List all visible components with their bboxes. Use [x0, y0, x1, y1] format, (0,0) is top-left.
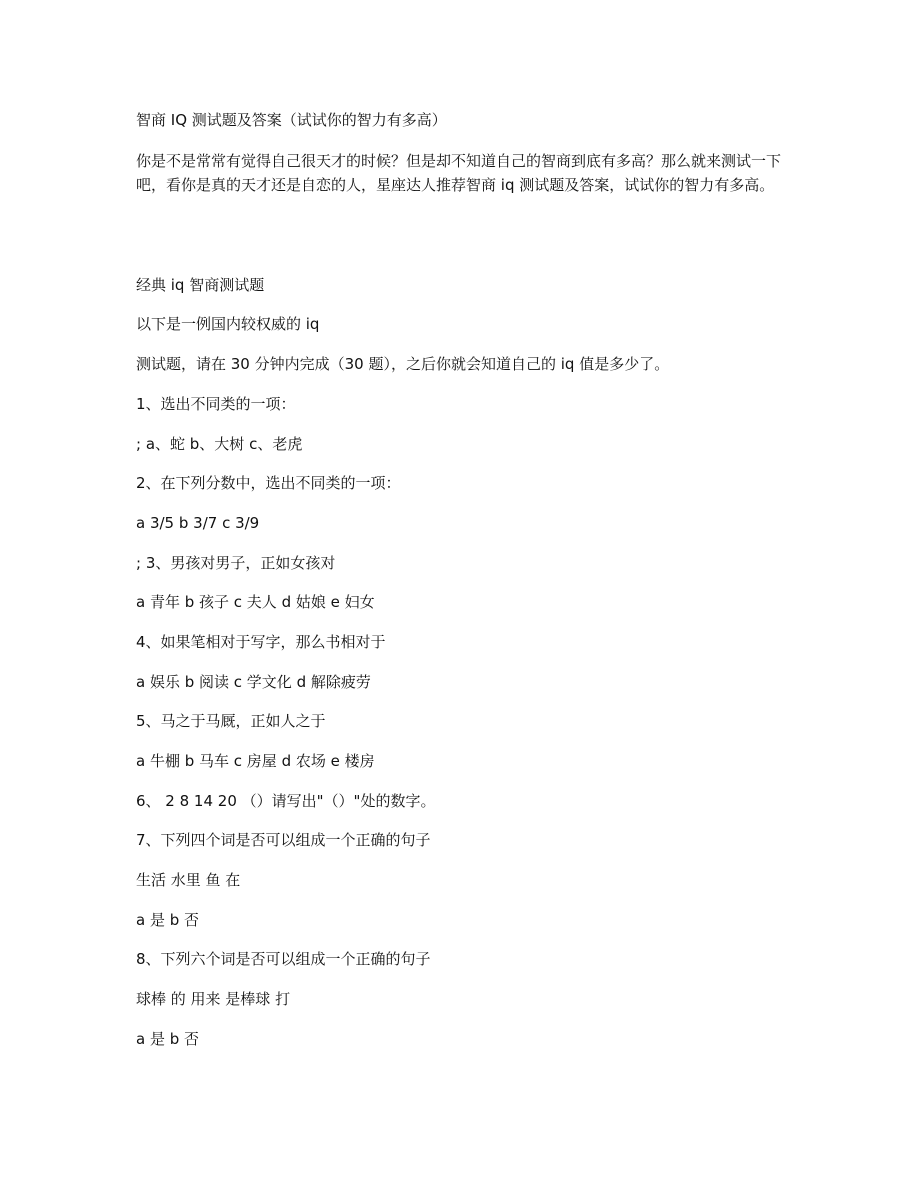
answer-options: a 牛棚 b 马车 c 房屋 d 农场 e 楼房: [136, 752, 375, 770]
question-line: 4、如果笔相对于写字，那么书相对于: [136, 633, 386, 651]
section-heading: 经典 iq 智商测试题: [136, 276, 265, 294]
question-line: 2、在下列分数中，选出不同类的一项：: [136, 474, 401, 492]
text-line: 球棒 的 用来 是棒球 打: [136, 990, 291, 1008]
text-line: 生活 水里 鱼 在: [136, 871, 241, 889]
question-line: 1、选出不同类的一项：: [136, 395, 296, 413]
question-line: ; 3、男孩对男子，正如女孩对: [136, 554, 336, 572]
text-line: 以下是一例国内较权威的 iq: [136, 315, 320, 333]
answer-options: a 娱乐 b 阅读 c 学文化 d 解除疲劳: [136, 673, 371, 691]
answer-options: ; a、蛇 b、大树 c、老虎: [136, 435, 303, 453]
answer-options: a 是 b 否: [136, 911, 200, 929]
document-title: 智商 IQ 测试题及答案（试试你的智力有多高）: [136, 111, 447, 129]
question-line: 6、 2 8 14 20 （）请写出"（）"处的数字。: [136, 792, 436, 810]
answer-options: a 青年 b 孩子 c 夫人 d 姑娘 e 妇女: [136, 593, 375, 611]
intro-paragraph: 你是不是常常有觉得自己很天才的时候？但是却不知道自己的智商到底有多高？那么就来测试一下吧，看你是真的天才还是自恋的人，星座达人推荐智商 iq 测试题及答案，试试你的智力有多高。: [136, 152, 782, 194]
answer-options: a 是 b 否: [136, 1030, 200, 1048]
text-line: 测试题，请在 30 分钟内完成（30 题），之后你就会知道自己的 iq 值是多少了。: [136, 355, 670, 373]
question-line: 8、下列六个词是否可以组成一个正确的句子: [136, 950, 431, 968]
question-line: 5、马之于马厩，正如人之于: [136, 712, 326, 730]
answer-options: a 3/5 b 3/7 c 3/9: [136, 514, 260, 532]
question-line: 7、下列四个词是否可以组成一个正确的句子: [136, 831, 431, 849]
